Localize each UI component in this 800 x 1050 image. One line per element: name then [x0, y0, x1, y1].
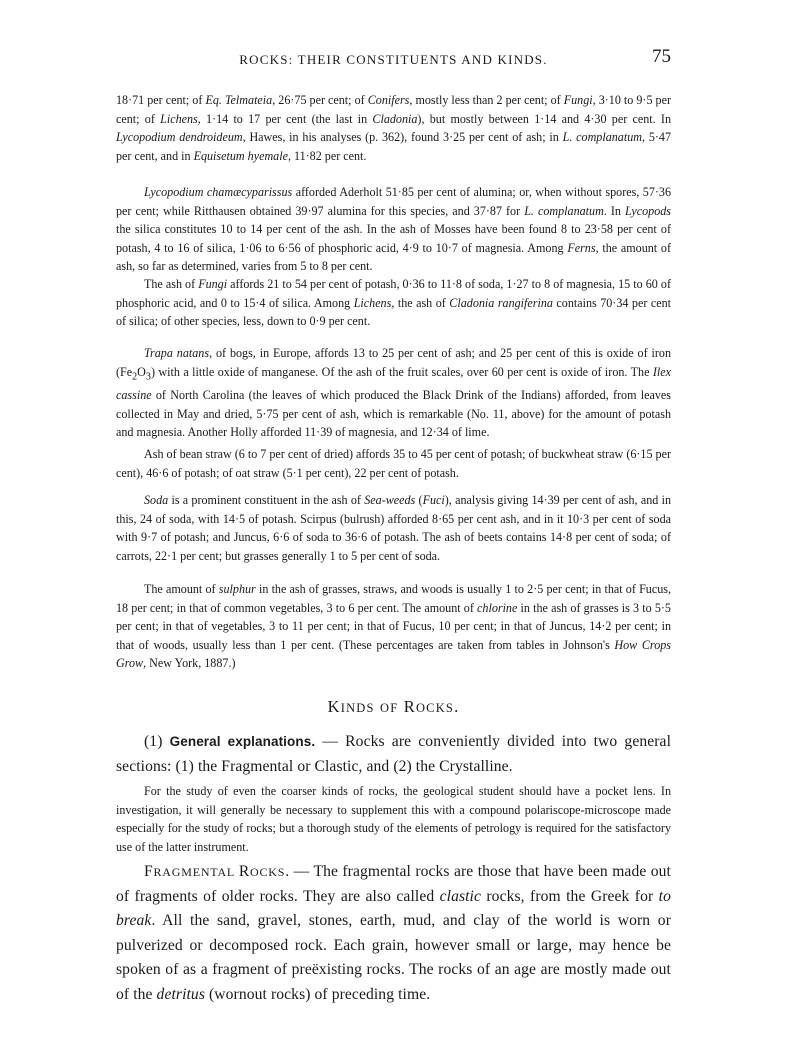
page-header [116, 40, 671, 70]
paragraph-general-explanations: (1) General explanations. — Rocks are conveniently divided into two general sections: (1) the Fragmental or Clastic, and (2) the Crystalline. [116, 733, 671, 775]
paragraph-ash-percentages: 18·71 per cent; of Eq. Telmateia, 26·75 per cent; of Conifers, mostly less than 2 per cent; of Fungi, 3·10 to 9·5 per cent; of Lichens, 1·14 to 17 per cent (the last in Cladonia), but mostly between 1·14 and 4·30 per cent. In Lycopodium dendroideum, Hawes, in his analyses (p. 362), found 3·25 per cent of ash; in L. complanatum, 5·47 per cent, and in Equisetum hyemale, 11·82 per cent. [116, 93, 671, 163]
running-head: ROCKS: THEIR CONSTITUENTS AND KINDS. [239, 52, 548, 67]
paragraph-sulphur-chlorine: The amount of sulphur in the ash of grasses, straws, and woods is usually 1 to 2·5 per cent; in that of Fucus, 18 per cent; in that of common vegetables, 3 to 6 per cent. The amount of chlorine in the ash of grasses is 3 to 5·5 per cent; in that of vegetables, 3 to 11 per cent; in that of Fucus, 10 per cent; in that of Juncus, 14·2 per cent; in that of woods, usually less than 1 per cent. (These percentages are taken from tables in Johnson's How Crops Grow, New York, 1887.) [116, 582, 672, 670]
run-in-heading: General explanations. [169, 734, 316, 749]
paragraph-fragmental-rocks: FRAGMENTAL ROCKS. — The fragmental rocks are those that have been made out of fragments of older rocks. They are also called clastic rocks, from the Greek for to break. All the sand, gravel, stones, earth, mud, and clay of the world is worn or pulverized or decomposed rock. Each grain, however small or large, may hence be spoken of as a fragment of preëxisting rocks. The rocks of an age are mostly made out of the detritus (wornout rocks) of preceding time. [116, 863, 671, 1003]
fragmental-rocks-heading: FRAGMENTAL ROCKS [144, 863, 286, 880]
page-number: 75 [652, 46, 671, 67]
paragraph-fungi-lichens: The ash of Fungi affords 21 to 54 per cent of potash, 0·36 to 11·8 of soda, 1·27 to 8 of magnesia, 15 to 60 of phosphoric acid, and 0 to 15·4 of silica. Among Lichens, the ash of Cladonia rangiferina contains 70·34 per cent of silica; of other species, less, down to 0·9 per cent. [116, 277, 672, 328]
section-heading-kinds-of-rocks: KINDS OF ROCKS. [327, 697, 460, 716]
paragraph-soda: Soda is a prominent constituent in the ash of Sea-weeds (Fuci), analysis giving 14·39 per cent of ash, and in this, 24 of soda, with 14·5 of potash. Scirpus (bulrush) afforded 8·65 per cent ash, and in it 10·3 per cent of soda with 9·7 of potash; and Juncus, 6·6 of soda to 36·6 of potash. The ash of beets contains 14·8 per cent of soda; of carrots, 22·1 per cent; but grasses generally 1 to 5 per cent of soda. [116, 493, 671, 563]
paragraph-straw-ash: Ash of bean straw (6 to 7 per cent of dried) affords 35 to 45 per cent of potash; of buckwheat straw (6·15 per cent), 46·6 of potash; of oat straw (5·1 per cent), 22 per cent of potash. [116, 447, 671, 480]
paragraph-pocket-lens: For the study of even the coarser kinds of rocks, the geological student should have a pocket lens. In investigation, it will generally be necessary to supplement this with a compound polariscope-microscope made especially for the study of rocks; but a thorough study of the elements of petrology is required for the satisfactory use of the latter instrument. [116, 784, 671, 854]
paragraph-lycopodium: Lycopodium chamæcyparissus afforded Aderholt 51·85 per cent of alumina; or, when without spores, 57·36 per cent; while Ritthausen obtained 39·97 alumina for this species, and 37·87 for L. complanatum. In Lycopods the silica constitutes 10 to 14 per cent of the ash. In the ash of Mosses have been found 8 to 23·58 per cent of potash, 4 to 16 of silica, 1·06 to 6·56 of phosphoric acid, 4·9 to 10·7 of magnesia. Among Ferns, the amount of ash, so far as determined, varies from 5 to 8 per cent. [116, 185, 672, 273]
paragraph-trapa-ilex: Trapa natans, of bogs, in Europe, affords 13 to 25 per cent of ash; and 25 per cent of this is oxide of iron $(Fe_2O_3)$ with a little oxide of manganese. Of the ash of the fruit scales, over 60 per cent is oxide of iron. The Ilex cassine of North Carolina (the leaves of which produced the Black Drink of the Indians) afforded, from leaves collected in May and dried, 5·75 per cent of ash, which is remarkable (No. 11, above) for the amount of potash and magnesia. Another Holly afforded 11·39 of magnesia, and 12·34 of lime. [116, 346, 672, 440]
